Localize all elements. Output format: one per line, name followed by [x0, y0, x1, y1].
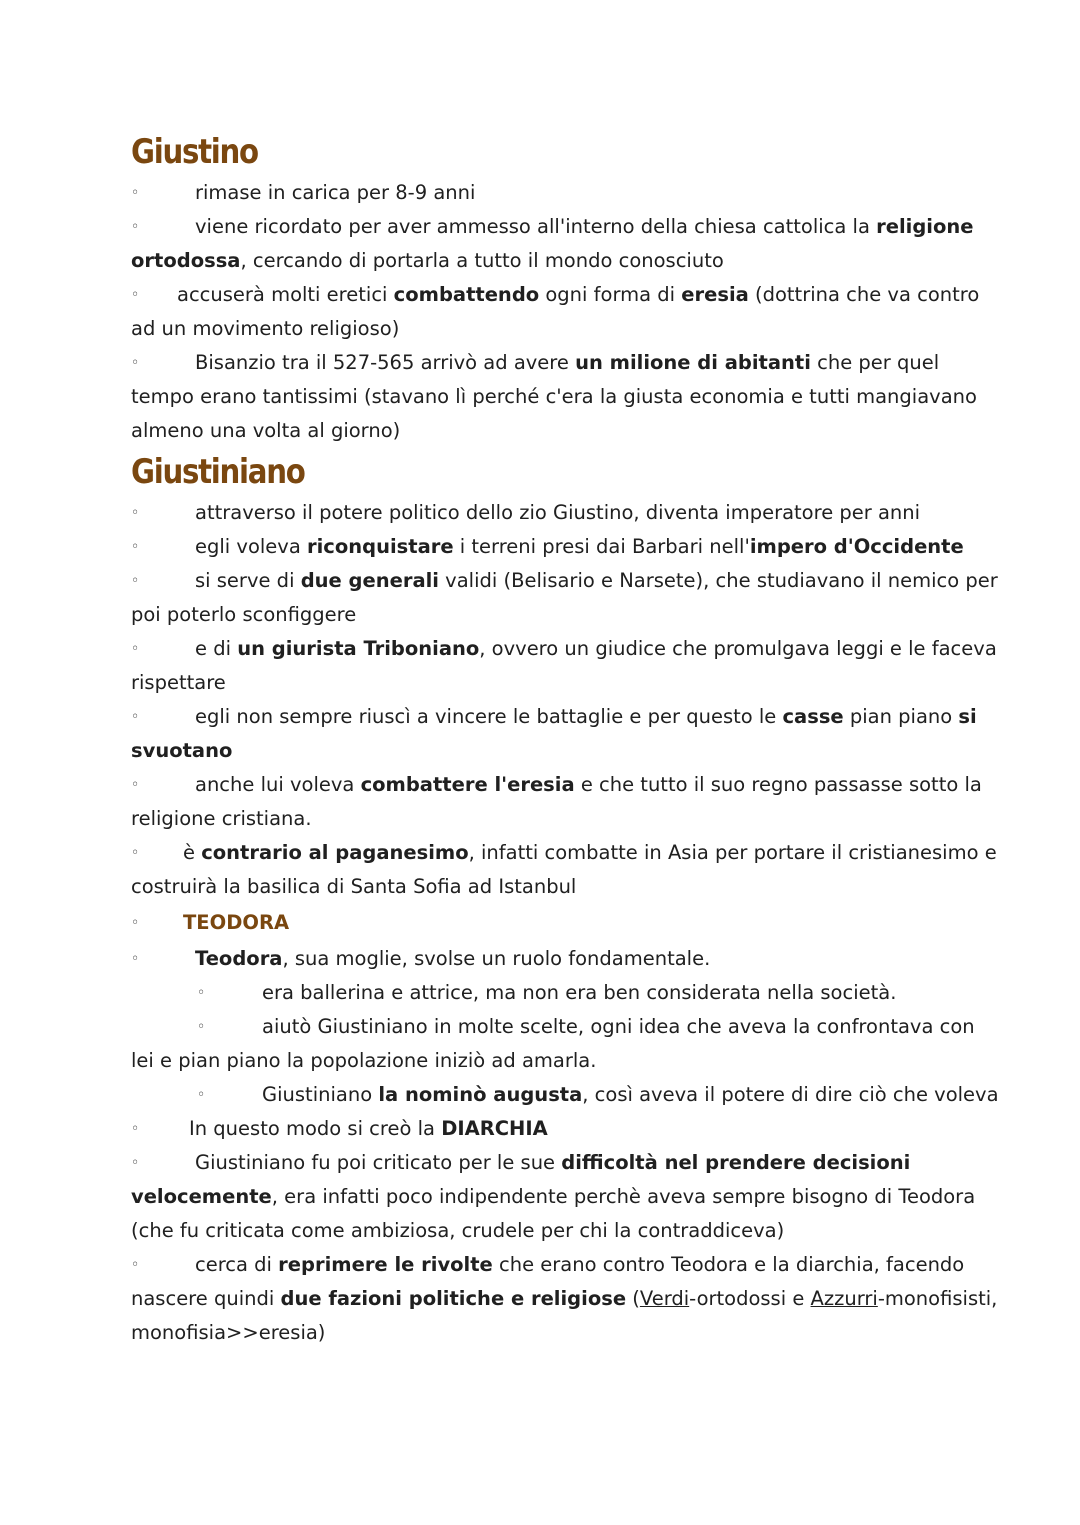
bullet-icon: ◦ [131, 185, 140, 201]
bullet-icon: ◦ [131, 1121, 140, 1137]
bullet-icon: ◦ [131, 355, 140, 371]
bullet-icon: ◦ [131, 1155, 140, 1171]
list-item: ◦ egli voleva riconquistare i terreni presi dai Barbari nell'impero d'Occidente [131, 530, 1001, 564]
bullet-icon: ◦ [131, 641, 140, 657]
list-item: ◦ In questo modo si creò la DIARCHIA [131, 1112, 1001, 1146]
list-item: ◦ accuserà molti eretici combattendo ogni forma di eresia (dottrina che va contro ad un movimento religioso) [131, 278, 1001, 346]
list-item: ◦ Bisanzio tra il 527-565 arrivò ad avere un milione di abitanti che per quel tempo erano tantissimi (stavano lì perché c'era la giusta economia e tutti mangiavano almeno una volta al giorno) [131, 346, 1001, 448]
bullet-icon: ◦ [131, 573, 140, 589]
bullet-icon: ◦ [131, 539, 140, 555]
bullet-icon: ◦ [131, 287, 140, 303]
bullet-icon: ◦ [131, 505, 140, 521]
list-item: ◦ anche lui voleva combattere l'eresia e che tutto il suo regno passasse sotto la religione cristiana. [131, 768, 1001, 836]
document-page [131, 128, 1001, 1350]
sub-list-item: ◦ era ballerina e attrice, ma non era ben considerata nella società. [131, 976, 1001, 1010]
bullet-icon: ◦ [197, 1019, 206, 1035]
section-title-giustiniano: Giustiniano [131, 452, 305, 492]
bullet-icon: ◦ [131, 1257, 140, 1273]
bullet-icon: ◦ [131, 915, 140, 931]
list-item: ◦ si serve di due generali validi (Belisario e Narsete), che studiavano il nemico per poi poterlo sconfiggere [131, 564, 1001, 632]
list-item: ◦ attraverso il potere politico dello zio Giustino, diventa imperatore per anni [131, 496, 1001, 530]
sub-list-item: ◦ Giustiniano la nominò augusta, così aveva il potere di dire ciò che voleva [131, 1078, 1001, 1112]
list-item: ◦ rimase in carica per 8-9 anni [131, 176, 1001, 210]
list-item: ◦ e di un giurista Triboniano, ovvero un giudice che promulgava leggi e le faceva rispettare [131, 632, 1001, 700]
list-item: ◦ cerca di reprimere le rivolte che erano contro Teodora e la diarchia, facendo nascere quindi due fazioni politiche e religiose (Verdi-ortodossi e Azzurri-monofisisti, monofisia>>eresia) [131, 1248, 1001, 1350]
list-item: ◦ viene ricordato per aver ammesso all'interno della chiesa cattolica la religione ortodossa, cercando di portarla a tutto il mondo conosciuto [131, 210, 1001, 278]
bullet-icon: ◦ [131, 219, 140, 235]
list-item: ◦ Teodora, sua moglie, svolse un ruolo fondamentale. [131, 942, 1001, 976]
teodora-heading: TEODORA [183, 911, 290, 934]
bullet-icon: ◦ [197, 1087, 206, 1103]
bullet-icon: ◦ [131, 845, 140, 861]
bullet-icon: ◦ [131, 777, 140, 793]
list-item: ◦ Giustiniano fu poi criticato per le sue difficoltà nel prendere decisioni velocemente, era infatti poco indipendente perchè aveva sempre bisogno di Teodora (che fu criticata come ambiziosa, crudele per chi la contraddiceva) [131, 1146, 1001, 1248]
list-item: ◦ è contrario al paganesimo, infatti combatte in Asia per portare il cristianesimo e costruirà la basilica di Santa Sofia ad Istanbul [131, 836, 1001, 904]
sub-list-item: ◦ aiutò Giustiniano in molte scelte, ogni idea che aveva la confrontava con lei e pian piano la popolazione iniziò ad amarla. [131, 1010, 1001, 1078]
list-item [131, 904, 1001, 942]
list-item: ◦ egli non sempre riuscì a vincere le battaglie e per questo le casse pian piano si svuotano [131, 700, 1001, 768]
bullet-icon: ◦ [131, 951, 140, 967]
section-title-giustino: Giustino [131, 132, 258, 172]
bullet-icon: ◦ [197, 985, 206, 1001]
bullet-icon: ◦ [131, 709, 140, 725]
